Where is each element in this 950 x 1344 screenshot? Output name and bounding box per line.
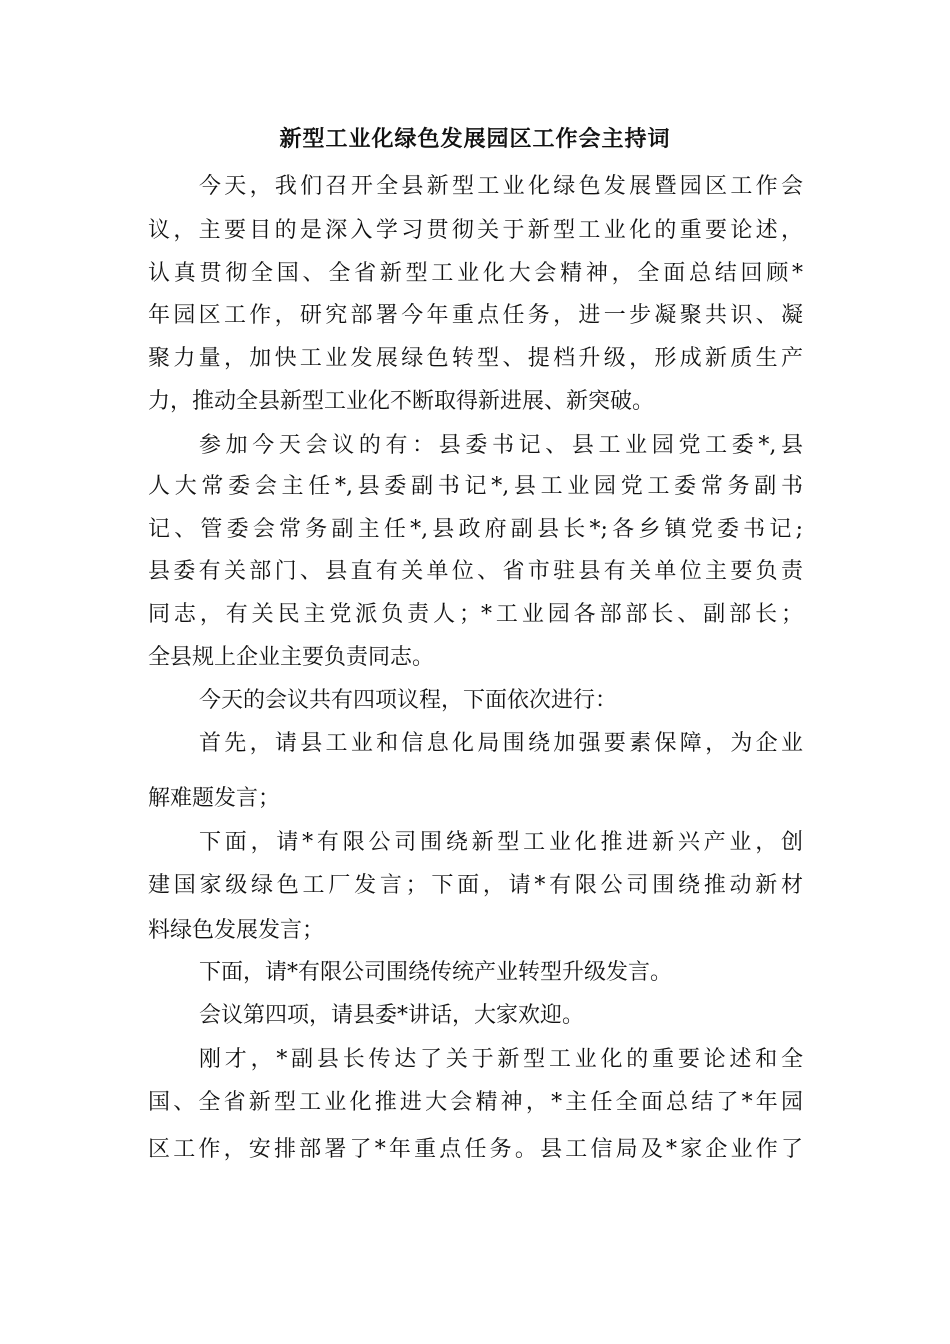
text-line-8: 人大常委会主任*,县委副书记*,县工业园党工委常务副书	[148, 474, 803, 499]
text-line-16: 下面，请*有限公司围绕新型工业化推进新兴产业，创	[199, 830, 803, 855]
text-line-20: 会议第四项，请县委*讲话，大家欢迎。	[199, 1003, 585, 1028]
text-line-1: 今天，我们召开全县新型工业化绿色发展暨园区工作会	[199, 174, 803, 199]
text-line-11: 同志，有关民主党派负责人；*工业园各部部长、副部长；	[148, 602, 803, 627]
text-line-7: 参加今天会议的有：县委书记、县工业园党工委*,县	[199, 433, 803, 458]
text-line-18: 料绿色发展发言；	[148, 918, 325, 943]
text-line-6: 力，推动全县新型工业化不断取得新进展、新突破。	[148, 389, 655, 414]
text-line-9: 记、管委会常务副主任*,县政府副县长*;各乡镇党委书记;	[148, 517, 803, 542]
text-line-21: 刚才，*副县长传达了关于新型工业化的重要论述和全	[199, 1047, 803, 1072]
text-line-15: 解难题发言；	[148, 786, 281, 811]
text-line-4: 年园区工作，研究部署今年重点任务，进一步凝聚共识、凝	[148, 303, 803, 328]
text-line-17: 建国家级绿色工厂发言；下面，请*有限公司围绕推动新材	[148, 873, 803, 898]
text-line-14: 首先，请县工业和信息化局围绕加强要素保障，为企业	[199, 731, 803, 756]
text-line-12: 全县规上企业主要负责同志。	[148, 645, 435, 670]
text-line-2: 议，主要目的是深入学习贯彻关于新型工业化的重要论述，	[148, 218, 803, 243]
text-line-10: 县委有关部门、县直有关单位、省市驻县有关单位主要负责	[148, 559, 803, 584]
document-title: 新型工业化绿色发展园区工作会主持词	[279, 127, 671, 152]
text-line-23: 区工作，安排部署了*年重点任务。县工信局及*家企业作了	[148, 1137, 803, 1162]
text-line-22: 国、全省新型工业化推进大会精神，*主任全面总结了*年园	[148, 1090, 803, 1115]
text-line-5: 聚力量，加快工业发展绿色转型、提档升级，形成新质生产	[148, 346, 803, 371]
text-line-19: 下面，请*有限公司围绕传统产业转型升级发言。	[199, 960, 673, 985]
text-line-13: 今天的会议共有四项议程，下面依次进行：	[199, 688, 618, 713]
text-line-3: 认真贯彻全国、全省新型工业化大会精神，全面总结回顾*	[148, 261, 803, 286]
